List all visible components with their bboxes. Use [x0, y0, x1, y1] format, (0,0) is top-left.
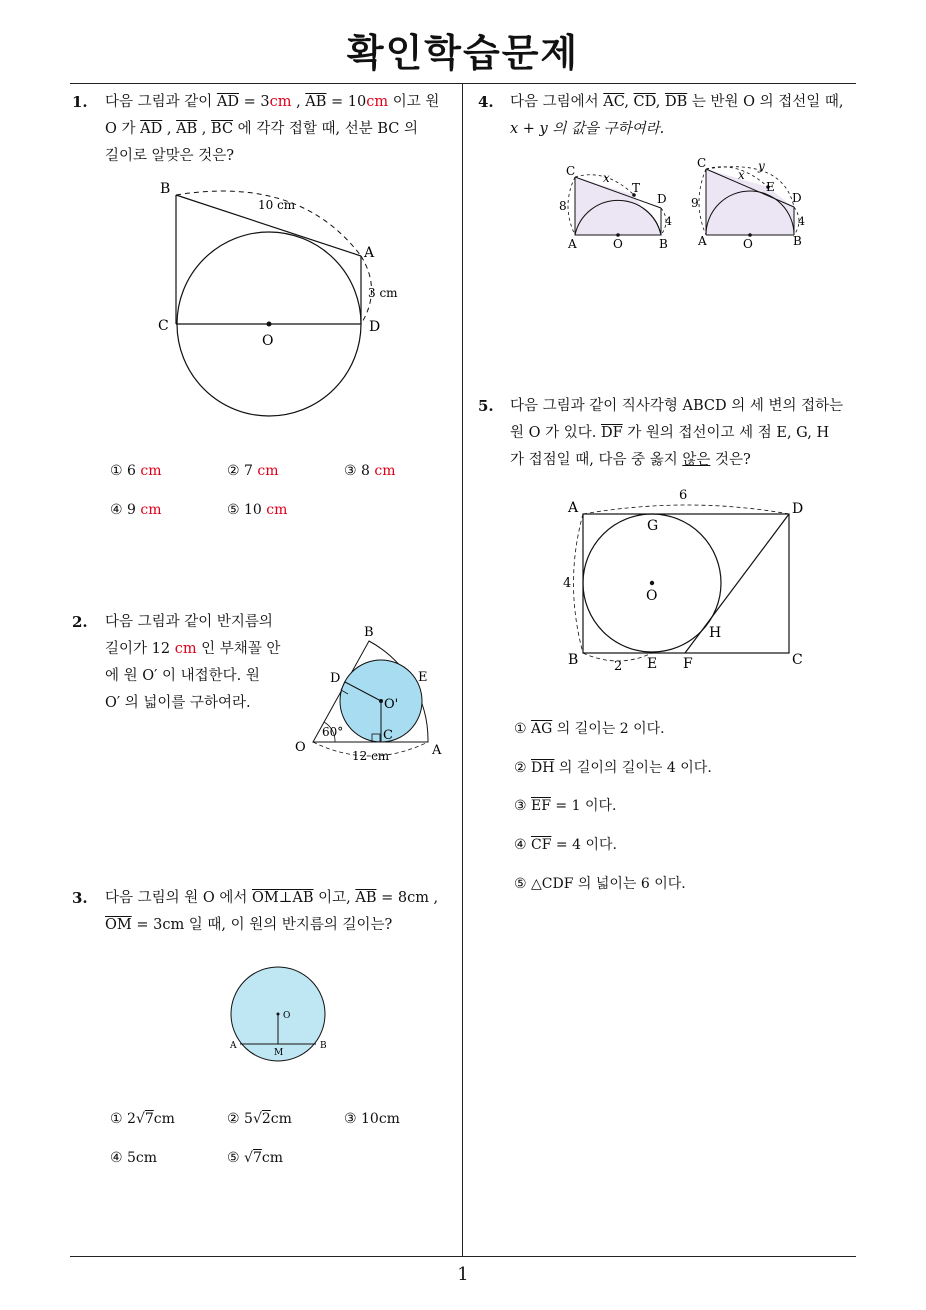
q2-line2 — [105, 636, 290, 663]
q5-choice-2[interactable] — [514, 758, 712, 778]
q2-label-angle: 60° — [322, 725, 344, 739]
q5-choice-1-ov: $\overline{AG}$ — [531, 721, 553, 737]
q3-choice-2-mark: ② — [227, 1111, 240, 1127]
q4r-label-4: 4 — [798, 215, 805, 228]
q2-line3: 에 원 O′ 이 내접한다. 원 — [105, 668, 260, 684]
q2-text — [105, 609, 290, 717]
q5-line3 — [510, 447, 865, 474]
q1-choice-5-unit: cm — [266, 502, 288, 518]
q5-line2 — [510, 420, 865, 447]
q4-line2: x + y 의 값을 구하여라. — [510, 121, 665, 137]
q3-label-a: A — [230, 1041, 237, 1051]
q3-om: $\overline{OM}$ — [105, 917, 132, 933]
q4-t1: 다음 그림에서 — [510, 94, 604, 110]
q3-choice-1-u: cm — [153, 1111, 175, 1127]
q2-label-12cm: 12 cm — [352, 749, 390, 763]
q5-choice-3-rest: = 1 이다. — [550, 798, 617, 814]
q5-choice-1-rest: 의 길이는 2 이다. — [552, 721, 665, 737]
q1-choice-5-val: 10 — [244, 502, 267, 518]
q4r-label-e: E — [766, 180, 775, 194]
q3-choice-5-r: 7 — [252, 1150, 262, 1166]
q1-choice-2[interactable] — [227, 461, 279, 481]
q1-t3: , — [291, 94, 306, 110]
q5-line1: 다음 그림과 같이 직사각형 ABCD 의 세 변의 접하는 — [510, 398, 844, 414]
q5-choice-4-ov: $\overline{CF}$ — [531, 837, 552, 853]
q1-label-a: A — [364, 245, 375, 261]
q2-label-c: C — [383, 728, 393, 743]
q5-number: 5. — [478, 397, 494, 415]
q3-text — [105, 885, 460, 939]
q1-t5: 이고 원 — [388, 94, 440, 110]
q3-choice-1-a: 2 — [127, 1111, 136, 1127]
q1-line3: 길이로 알맞은 것은? — [105, 148, 235, 164]
q1-t6: O 가 — [105, 121, 141, 137]
q3-number: 3. — [72, 889, 88, 907]
q1-choice-4[interactable] — [110, 500, 162, 520]
bottom-rule — [70, 1256, 856, 1257]
q4-sep2: , — [655, 94, 665, 110]
q5-label-b: B — [568, 652, 579, 668]
q1-choice-5-mark: ⑤ — [227, 502, 240, 518]
q3-ab: $\overline{AB}$ — [355, 890, 377, 906]
q5-choice-3-ov: $\overline{EF}$ — [531, 798, 551, 814]
q3-figure — [228, 966, 338, 1066]
q5-label-d: D — [792, 501, 804, 517]
q1-choice-3[interactable] — [344, 461, 396, 481]
q4-db: $\overline{DB}$ — [664, 94, 688, 110]
q5-text — [510, 393, 865, 474]
q1-choice-4-val: 9 — [127, 502, 141, 518]
q2-label-d: D — [330, 671, 341, 686]
q4-line1 — [510, 89, 860, 116]
q4-cd: $\overline{CD}$ — [633, 94, 656, 110]
q5-label-o: O — [646, 588, 658, 604]
q3-choice-2-u: cm — [270, 1111, 292, 1127]
q5-choice-4[interactable] — [514, 835, 617, 855]
q5-choice-1-mark: ① — [514, 721, 527, 737]
q3-choice-2-a: 5 — [244, 1111, 253, 1127]
column-divider — [462, 84, 463, 1257]
q3-choice-2-r: 2 — [261, 1111, 271, 1127]
q5-l3a: 가 접점일 때, 다음 중 옳지 — [510, 452, 683, 468]
q5-label-e: E — [647, 656, 658, 672]
q4-figure-left — [556, 158, 681, 253]
q2-label-o: O — [295, 740, 306, 755]
q3-line1 — [105, 885, 460, 912]
q3-choice-1[interactable]: ① 2√7cm — [110, 1111, 175, 1127]
q1-bc: $\overline{BC}$ — [211, 121, 234, 137]
q1-label-d: D — [369, 319, 381, 335]
q1-ab: $\overline{AB}$ — [305, 94, 327, 110]
q1-ad: $\overline{AD}$ — [216, 94, 239, 110]
q4-number: 4. — [478, 93, 494, 111]
q1-choice-4-mark: ④ — [110, 502, 123, 518]
q4l-label-4: 4 — [665, 215, 672, 228]
q1-label-o: O — [262, 333, 274, 349]
q1-choice-1-mark: ① — [110, 463, 123, 479]
q2-line1: 다음 그림과 같이 반지름의 — [105, 614, 273, 630]
q1-choice-2-unit: cm — [257, 463, 279, 479]
q4r-label-a: A — [698, 234, 707, 248]
q2-line4: O′ 의 넓이를 구하여라. — [105, 695, 251, 711]
q4r-label-o: O — [743, 237, 753, 251]
q1-choice-3-mark: ③ — [344, 463, 357, 479]
q1-line2 — [105, 116, 457, 143]
q5-choice-3[interactable] — [514, 796, 616, 816]
q2-label-b: B — [364, 625, 374, 640]
top-rule — [70, 83, 856, 84]
q5-label-g: G — [647, 518, 659, 534]
q3-choice-3-mark: ③ — [344, 1111, 357, 1127]
q3-choice-3-a: 10cm — [361, 1111, 400, 1127]
q1-number: 1. — [72, 93, 88, 111]
q5-label-h: H — [709, 625, 722, 641]
q3-t3: = 8cm , — [376, 890, 439, 906]
q1-line1 — [105, 89, 457, 116]
q4-figure-right — [688, 152, 813, 252]
q3-choice-3[interactable] — [344, 1109, 400, 1129]
q3-t4: = 3cm 일 때, 이 원의 반지름의 길이는? — [131, 917, 393, 933]
q3-label-o: O — [283, 1011, 291, 1021]
q1-choice-1[interactable] — [110, 461, 162, 481]
q1-choice-2-mark: ② — [227, 463, 240, 479]
q4-ac: $\overline{AC}$ — [603, 94, 625, 110]
q1-figure — [150, 175, 410, 425]
q5-label-2: 2 — [614, 659, 623, 674]
q3-label-m: M — [274, 1048, 284, 1058]
q4-t2: 는 반원 O 의 접선일 때, — [687, 94, 844, 110]
q3-choice-2[interactable]: ② 5√2cm — [227, 1111, 292, 1127]
q5-label-f: F — [683, 656, 693, 672]
q4r-label-d: D — [792, 191, 802, 205]
q3-omab: OM⊥AB — [252, 890, 314, 906]
q1-unit: cm — [269, 94, 292, 110]
q4l-label-t: T — [632, 181, 641, 195]
q3-t1: 다음 그림의 원 O 에서 — [105, 890, 252, 906]
q5-choice-2-rest: 의 길이의 길이는 4 이다. — [554, 760, 712, 776]
q4l-label-d: D — [657, 192, 667, 206]
q1-unit2: cm — [366, 94, 389, 110]
q1-label-3cm: 3 cm — [368, 286, 398, 300]
q1-t4: = 10 — [326, 94, 367, 110]
q5-choice-1[interactable] — [514, 719, 665, 739]
q4r-label-y: y — [758, 159, 765, 173]
q3-choice-4-mark: ④ — [110, 1150, 123, 1166]
q4l-label-8: 8 — [559, 199, 567, 213]
q5-choice-5-mark: ⑤ — [514, 876, 527, 892]
q2-figure — [290, 618, 460, 768]
q4l-label-b: B — [659, 237, 668, 251]
q5-choice-5[interactable] — [514, 874, 686, 894]
q1-t7: , — [162, 121, 177, 137]
q2-label-o2: O' — [384, 697, 399, 712]
q5-choice-5-rest: △CDF 의 넓이는 6 이다. — [531, 876, 686, 892]
q1-choice-2-val: 7 — [244, 463, 258, 479]
q1-t2: = 3 — [239, 94, 270, 110]
q3-label-b: B — [320, 1041, 327, 1051]
q5-choice-3-mark: ③ — [514, 798, 527, 814]
q4l-label-a: A — [568, 237, 577, 251]
q5-choice-2-ov: $\overline{DH}$ — [531, 760, 555, 776]
q3-choice-1-mark: ① — [110, 1111, 123, 1127]
q4l-label-x: x — [603, 171, 610, 185]
q3-line2 — [105, 912, 460, 939]
q1-t1: 다음 그림과 같이 — [105, 94, 217, 110]
q4l-label-o: O — [613, 237, 623, 251]
q3-choice-5-mark: ⑤ — [227, 1150, 240, 1166]
q1-label-10cm: 10 cm — [258, 198, 296, 212]
q4l-label-c: C — [566, 164, 576, 178]
q5-choice-4-rest: = 4 이다. — [551, 837, 617, 853]
q3-choice-1-r: 7 — [144, 1111, 154, 1127]
q1-ad2: $\overline{AD}$ — [140, 121, 163, 137]
q1-choice-3-val: 8 — [361, 463, 375, 479]
q1-label-c: C — [158, 318, 169, 334]
q5-df: $\overline{DF}$ — [600, 425, 623, 441]
q1-label-b: B — [160, 181, 171, 197]
q3-choice-4-a: 5cm — [127, 1150, 158, 1166]
q4-text — [510, 89, 860, 143]
q1-choice-1-val: 6 — [127, 463, 141, 479]
q2-number: 2. — [72, 613, 88, 631]
q3-choice-5[interactable]: ⑤ √7cm — [227, 1150, 283, 1166]
q1-text — [105, 89, 457, 170]
q2-l2b: 인 부채꼴 안 — [196, 641, 281, 657]
q3-choice-4[interactable] — [110, 1148, 157, 1168]
q5-choice-4-mark: ④ — [514, 837, 527, 853]
q3-t2: 이고, — [313, 890, 356, 906]
q1-choice-5[interactable] — [227, 500, 287, 520]
q4r-label-b: B — [793, 234, 802, 248]
q4r-label-9: 9 — [691, 196, 699, 210]
q1-choice-1-unit: cm — [140, 463, 162, 479]
q5-l2a: 원 O 가 있다. — [510, 425, 601, 441]
q5-l3u: 않은 — [682, 452, 711, 468]
q1-choice-4-unit: cm — [140, 502, 162, 518]
q5-label-4: 4 — [563, 576, 572, 591]
q5-label-6: 6 — [679, 488, 688, 503]
q2-label-e: E — [418, 670, 428, 685]
q5-l2b: 가 원의 접선이고 세 점 E, G, H — [622, 425, 830, 441]
q5-figure — [558, 484, 818, 679]
q1-t8: 에 각각 접할 때, 선분 BC 의 — [233, 121, 419, 137]
q5-l3b: 것은? — [710, 452, 751, 468]
page-title: 확인학습문제 — [346, 31, 580, 75]
q5-label-c: C — [792, 652, 803, 668]
q3-choice-5-u: cm — [261, 1150, 283, 1166]
q2-l2a: 길이가 12 — [105, 641, 175, 657]
q5-choice-2-mark: ② — [514, 760, 527, 776]
q5-label-a: A — [568, 500, 579, 516]
q1-ab2: $\overline{AB}$ — [176, 121, 198, 137]
q1-choice-3-unit: cm — [374, 463, 396, 479]
q4r-label-c: C — [697, 156, 707, 170]
q1-t7b: , — [197, 121, 212, 137]
q2-label-a: A — [432, 743, 442, 758]
q4-sep1: , — [624, 94, 634, 110]
q4r-label-x: x — [738, 168, 745, 182]
page-number: 1 — [457, 1264, 469, 1285]
q2-unit: cm — [174, 641, 197, 657]
